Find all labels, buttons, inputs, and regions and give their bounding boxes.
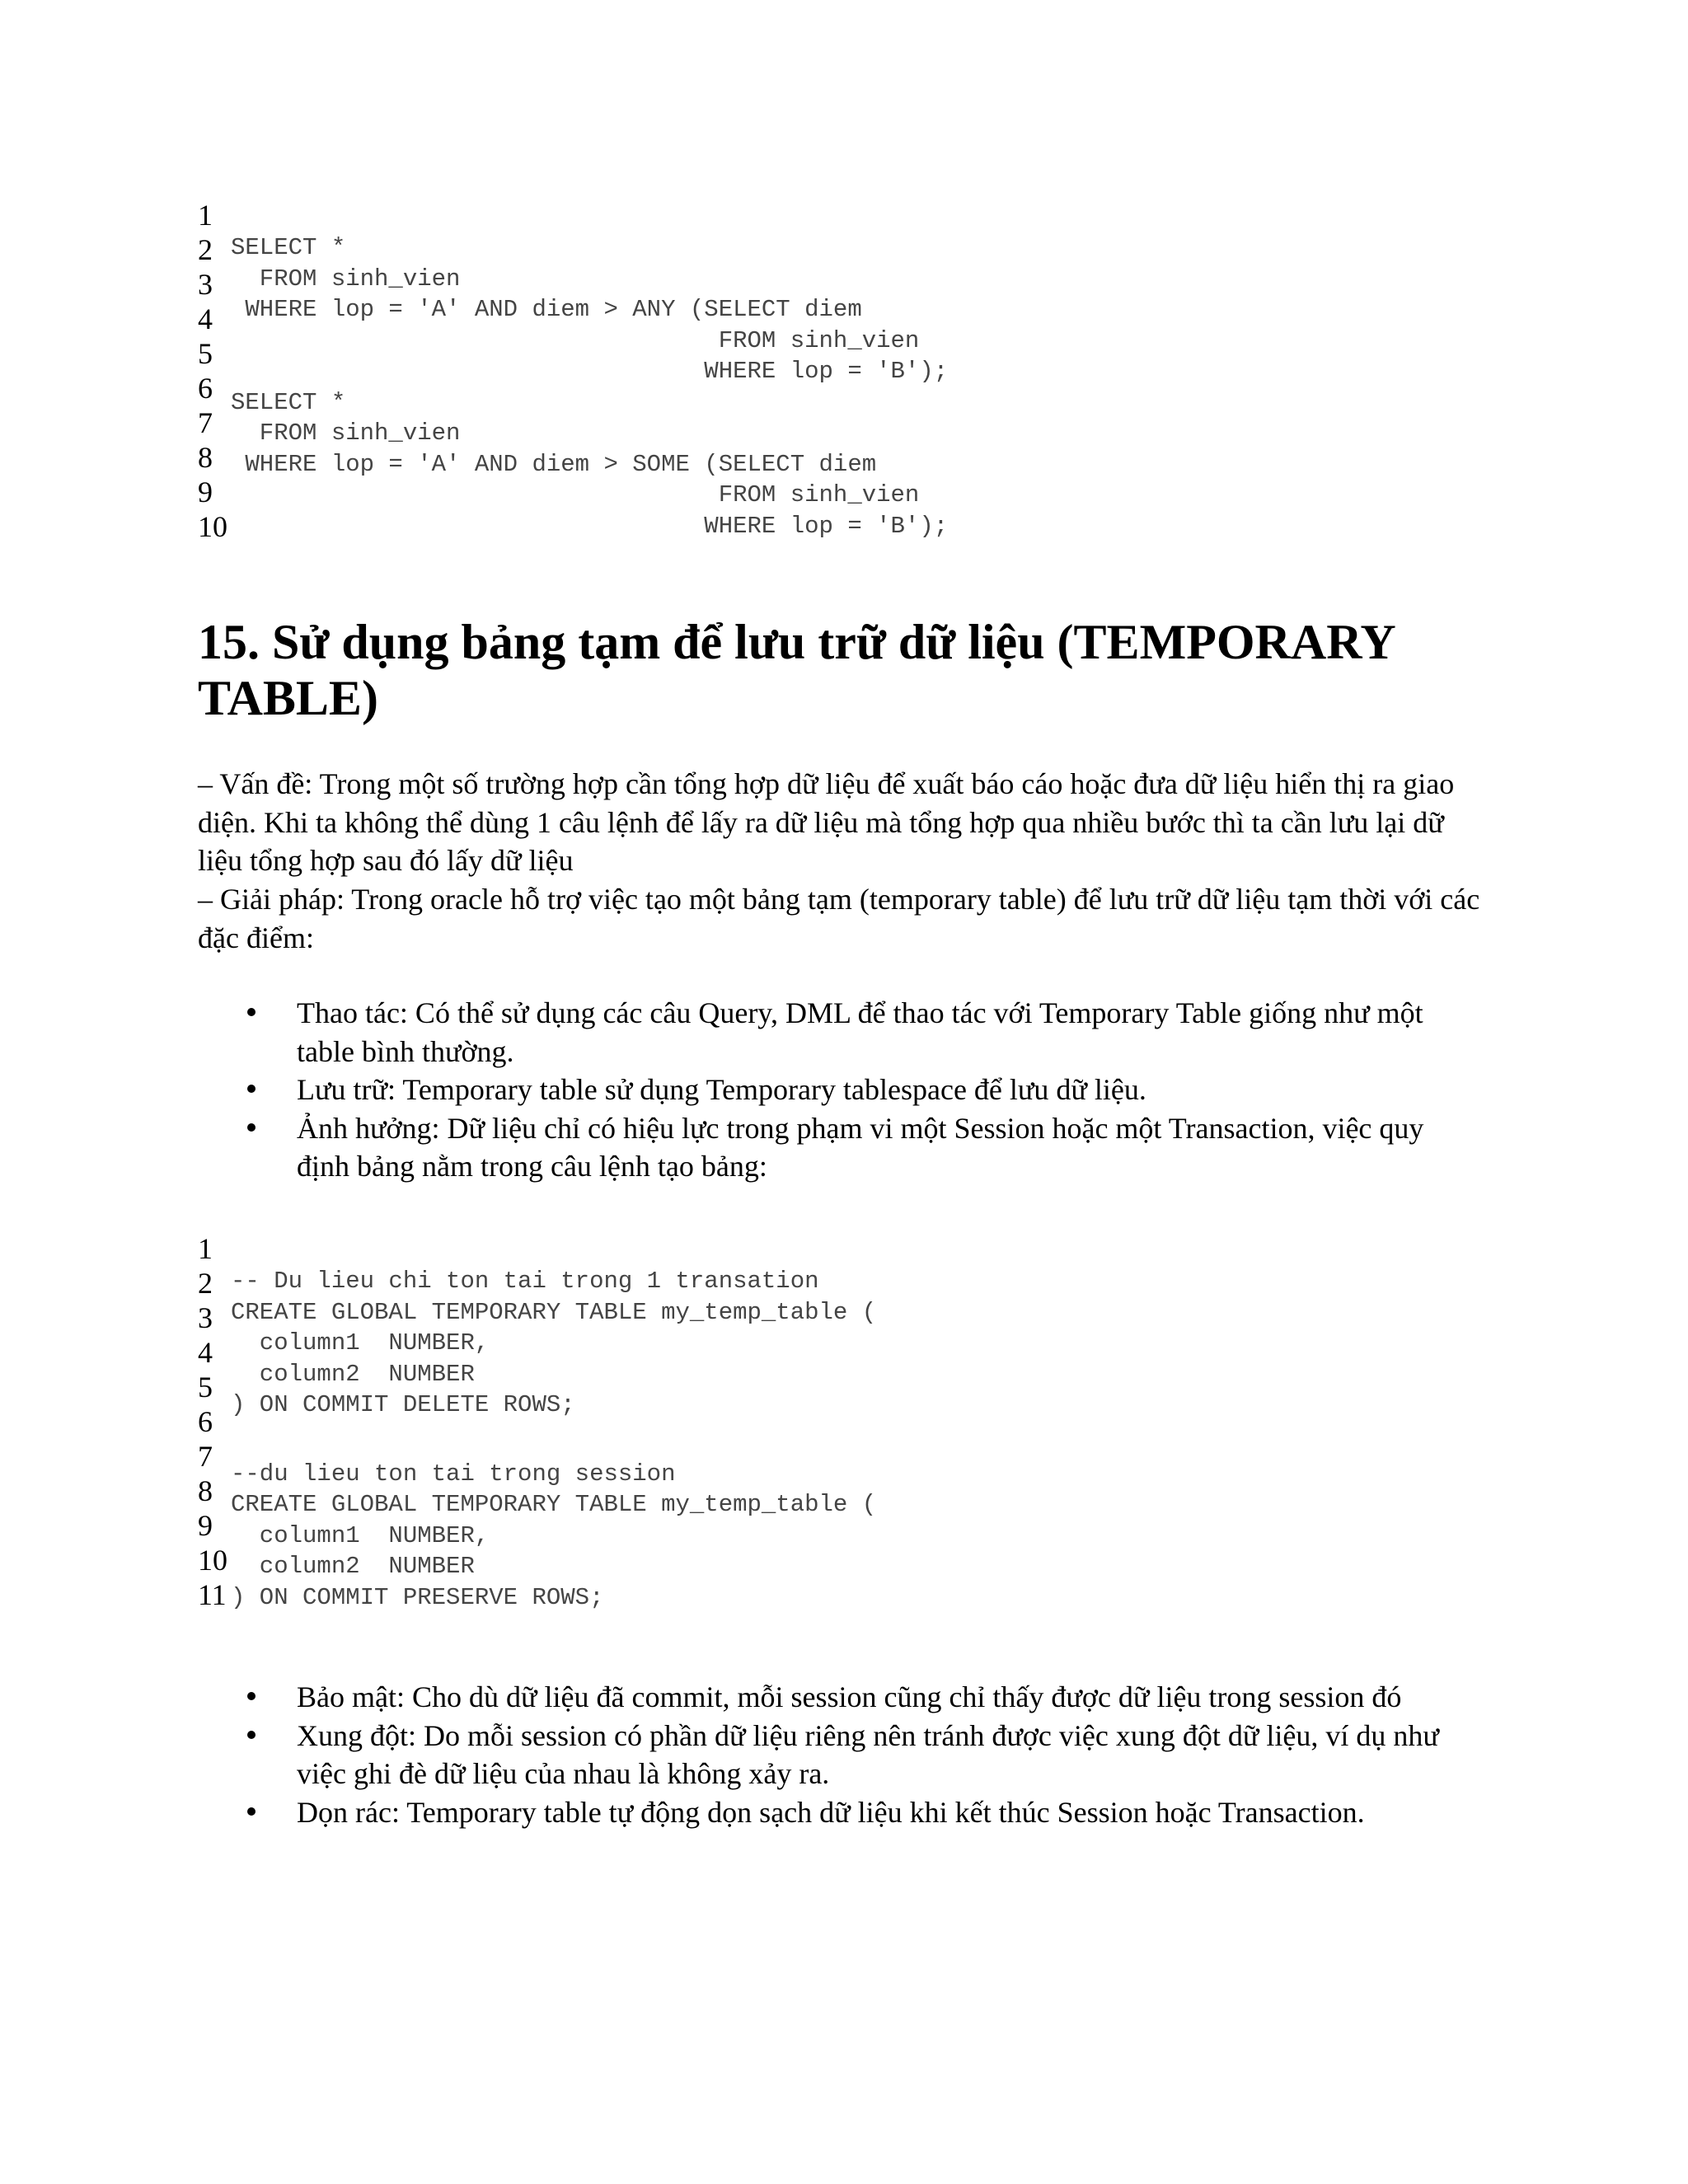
- code-line: ) ON COMMIT DELETE ROWS;: [231, 1391, 575, 1418]
- line-number: 7: [198, 1440, 213, 1473]
- code-line: WHERE lop = 'A' AND diem > SOME (SELECT diem: [231, 450, 877, 478]
- bullet-icon: [247, 1123, 256, 1132]
- line-number: 5: [198, 337, 213, 370]
- code-line: --du lieu ton tai trong session: [231, 1460, 676, 1488]
- code-line: -- Du lieu chi ton tai trong 1 transation: [231, 1268, 819, 1295]
- bullet-icon: [247, 1008, 256, 1016]
- line-number: 6: [198, 372, 213, 405]
- line-number: 4: [198, 1336, 213, 1369]
- problem-paragraph: – Vấn đề: Trong một số trường hợp cần tổng hợp dữ liệu để xuất báo cáo hoặc đưa dữ liệu hiển thị ra giao diện. Khi ta không thể dùng 1 câu lệnh để lấy ra dữ liệu mà tổng hợp qua nhiều bước thì ta cần lưu lại dữ liệu tổng hợp sau đó lấy dữ liệu: [198, 767, 1455, 877]
- line-number: 2: [198, 1267, 213, 1300]
- line-number: 9: [198, 476, 213, 509]
- list-item-text: Thao tác: Có thể sử dụng các câu Query, DML để thao tác với Temporary Table giống như một table bình thường.: [297, 996, 1423, 1068]
- solution-paragraph: – Giải pháp: Trong oracle hỗ trợ việc tạo một bảng tạm (temporary table) để lưu trữ dữ liệu tạm thời với các đặc điểm:: [198, 883, 1480, 954]
- line-number: 7: [198, 406, 213, 439]
- list-item-text: Ảnh hưởng: Dữ liệu chỉ có hiệu lực trong phạm vi một Session hoặc một Transaction, việc quy định bảng nằm trong câu lệnh tạo bảng:: [297, 1111, 1424, 1183]
- code-line: column1 NUMBER,: [231, 1329, 490, 1357]
- code-line: ) ON COMMIT PRESERVE ROWS;: [231, 1583, 604, 1611]
- bullet-icon: [247, 1731, 256, 1739]
- line-number: 9: [198, 1509, 213, 1542]
- list-item-text: Bảo mật: Cho dù dữ liệu đã commit, mỗi session cũng chỉ thấy được dữ liệu trong session đó: [297, 1680, 1402, 1713]
- list-item-text: Dọn rác: Temporary table tự động dọn sạch dữ liệu khi kết thúc Session hoặc Transaction.: [297, 1795, 1365, 1829]
- line-numbers: [198, 1231, 227, 1612]
- code-line: column1 NUMBER,: [231, 1521, 490, 1549]
- list-item: [198, 1717, 1484, 1793]
- line-number: 1: [198, 199, 213, 232]
- line-number: 1: [198, 1232, 213, 1265]
- code-line: CREATE GLOBAL TEMPORARY TABLE my_temp_table (: [231, 1298, 877, 1326]
- line-number: 10: [198, 510, 227, 543]
- list-item: [198, 994, 1484, 1071]
- bullet-icon: [247, 1692, 256, 1700]
- list-item: [198, 1071, 1484, 1109]
- code-lines: [231, 1266, 876, 1613]
- code-line: [231, 1421, 876, 1459]
- code-line: WHERE lop = 'A' AND diem > ANY (SELECT diem: [231, 296, 862, 323]
- line-number: 8: [198, 441, 213, 474]
- code-line: column2 NUMBER: [231, 1553, 475, 1580]
- code-line: FROM sinh_vien: [231, 419, 461, 447]
- code-block-2: [198, 1231, 1517, 1652]
- line-numbers: [198, 198, 227, 544]
- list-item: [198, 1793, 1484, 1832]
- line-number: 2: [198, 233, 213, 266]
- section-heading: 15. Sử dụng bảng tạm để lưu trữ dữ liệu (TEMPORARY TABLE): [198, 615, 1395, 725]
- code-line: FROM sinh_vien: [231, 326, 920, 354]
- line-number: 3: [198, 268, 213, 301]
- line-number: 3: [198, 1301, 213, 1334]
- line-number: 6: [198, 1405, 213, 1438]
- line-number: 11: [198, 1578, 227, 1611]
- code-line: FROM sinh_vien: [231, 265, 461, 293]
- list-item-text: Xung đột: Do mỗi session có phần dữ liệu riêng nên tránh được việc xung đột dữ liệu, ví dụ như việc ghi đè dữ liệu của nhau là không xảy ra.: [297, 1718, 1439, 1790]
- code-line: column2 NUMBER: [231, 1360, 475, 1388]
- line-number: 8: [198, 1474, 213, 1507]
- code-line: SELECT *: [231, 388, 346, 416]
- bullet-icon: [247, 1085, 256, 1093]
- bullet-icon: [247, 1807, 256, 1816]
- line-number: 4: [198, 302, 213, 335]
- code-line: WHERE lop = 'B');: [231, 358, 949, 385]
- code-line: FROM sinh_vien: [231, 481, 920, 509]
- list-item: [198, 1109, 1484, 1186]
- list-item: [198, 1678, 1484, 1717]
- line-number: 10: [198, 1544, 227, 1577]
- code-lines: [231, 232, 948, 541]
- features-list-1: [198, 994, 1484, 1186]
- code-line: WHERE lop = 'B');: [231, 512, 949, 540]
- code-line: SELECT *: [231, 234, 346, 261]
- features-list-2: [198, 1678, 1484, 1831]
- list-item-text: Lưu trữ: Temporary table sử dụng Temporary tablespace để lưu dữ liệu.: [297, 1073, 1146, 1106]
- line-number: 5: [198, 1371, 213, 1404]
- code-block-1: [198, 198, 1517, 577]
- code-line: CREATE GLOBAL TEMPORARY TABLE my_temp_table (: [231, 1491, 877, 1518]
